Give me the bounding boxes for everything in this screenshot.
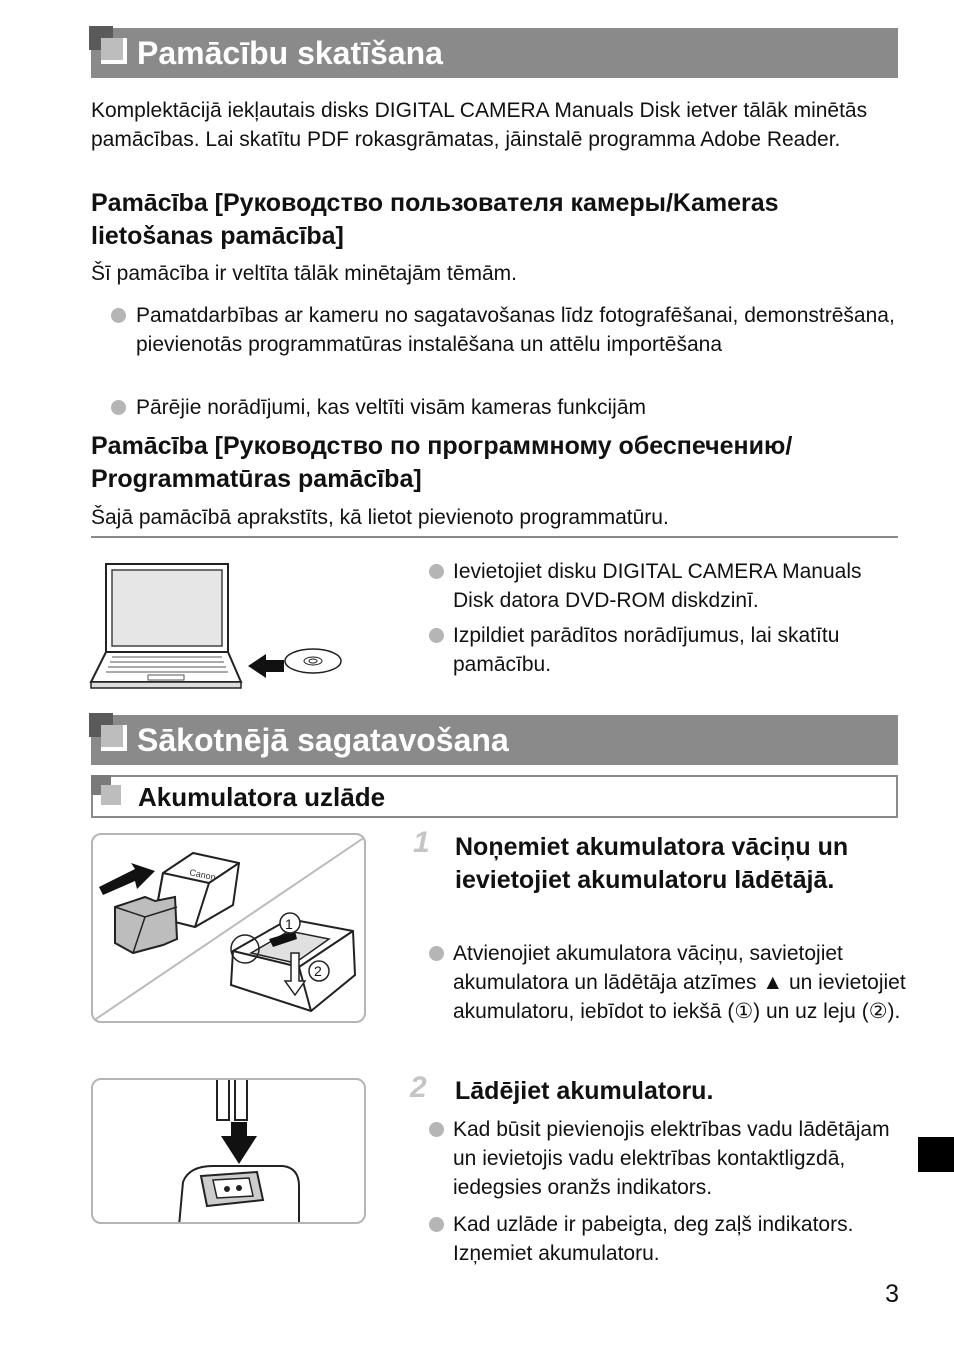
page-number: 3 — [885, 1280, 899, 1308]
step-mark-2: 2 — [314, 963, 322, 979]
bullet-icon — [429, 1122, 444, 1137]
banner-square-inner — [101, 725, 123, 747]
subsection-banner — [91, 775, 898, 818]
camera-guide-desc: Šī pamācība ir veltīta tālāk minētajām tēmām. — [91, 262, 517, 285]
banner-square-inner — [101, 38, 123, 60]
bullet-text: Izpildiet parādītos norādījumus, lai skatītu pamācību. — [453, 624, 840, 676]
software-guide-desc: Šajā pamācībā aprakstīts, kā lietot pievienoto programmatūru. — [91, 506, 669, 529]
bullet-text: Atvienojiet akumulatora vāciņu, savietojiet akumulatora un lādētāja atzīmes ▲ un ievietojiet akumulatoru, iebīdot to iekšā (①) un uz leju (②). — [453, 942, 906, 1023]
camera-guide-heading: Pamācība [Руководство пользователя камеры/Kameras lietošanas pamācība] — [91, 189, 779, 250]
list-item — [416, 1115, 906, 1202]
section-banner-preparation — [91, 715, 898, 765]
step-title: Noņemiet akumulatora vāciņu un ievietojiet akumulatoru lādētājā. — [455, 833, 849, 894]
battery-charger-illustration — [93, 835, 366, 1023]
list-item — [416, 939, 906, 1026]
section-banner-manuals — [91, 28, 898, 78]
bullet-text: Kad uzlāde ir pabeigta, deg zaļš indikators. Izņemiet akumulatoru. — [453, 1213, 854, 1265]
software-guide-heading: Pamācība [Руководство по программному обеспечению/ Programmatūras pamācība] — [91, 432, 793, 493]
bullet-icon — [429, 628, 444, 643]
list-item — [91, 393, 898, 422]
bullet-icon — [111, 308, 126, 323]
bullet-icon — [429, 946, 444, 961]
banner-square-light — [101, 785, 121, 805]
bullet-icon — [111, 400, 126, 415]
section-title: Sākotnējā sagatavošana — [137, 722, 509, 758]
list-item — [416, 557, 906, 615]
intro-text: Komplektācijā iekļautais disks DIGITAL CAMERA Manuals Disk ietver tālāk minētās pamācības. Lai skatītu PDF rokasgrāmatas, jāinstalē programma Adobe Reader. — [91, 99, 868, 151]
step-number: 2 — [410, 1071, 427, 1104]
battery-insert-figure — [91, 833, 366, 1023]
bullet-text: Pamatdarbības ar kameru no sagatavošanas līdz fotografēšanai, demonstrēšana, pievienotās programmatūras instalēšana un attēlu importēšana — [136, 304, 895, 356]
section-title: Pamācību skatīšana — [137, 35, 443, 71]
step-number: 1 — [413, 826, 430, 859]
step-mark-1: 1 — [285, 916, 293, 932]
divider — [91, 536, 898, 538]
bullet-icon — [429, 1217, 444, 1232]
bullet-text: Pārējie norādījumi, kas veltīti visām kameras funkcijām — [136, 396, 647, 419]
bullet-text: Ievietojiet disku DIGITAL CAMERA Manuals Disk datora DVD-ROM diskdzinī. — [453, 560, 862, 612]
list-item — [91, 301, 898, 359]
power-cord-illustration — [93, 1080, 366, 1224]
chapter-tab — [918, 1137, 954, 1172]
list-item — [416, 1210, 906, 1268]
step-title: Lādējiet akumulatoru. — [455, 1077, 714, 1105]
laptop-disc-illustration — [88, 558, 348, 693]
charger-plug-figure — [91, 1078, 366, 1224]
bullet-text: Kad būsit pievienojis elektrības vadu lādētājam un ievietojis vadu elektrības kontaktligzdā, iedegsies oranžs indikators. — [453, 1118, 890, 1199]
bullet-icon — [429, 564, 444, 579]
subsection-title: Akumulatora uzlāde — [138, 782, 386, 812]
list-item — [416, 621, 906, 679]
brand-label: Canon — [188, 867, 217, 883]
